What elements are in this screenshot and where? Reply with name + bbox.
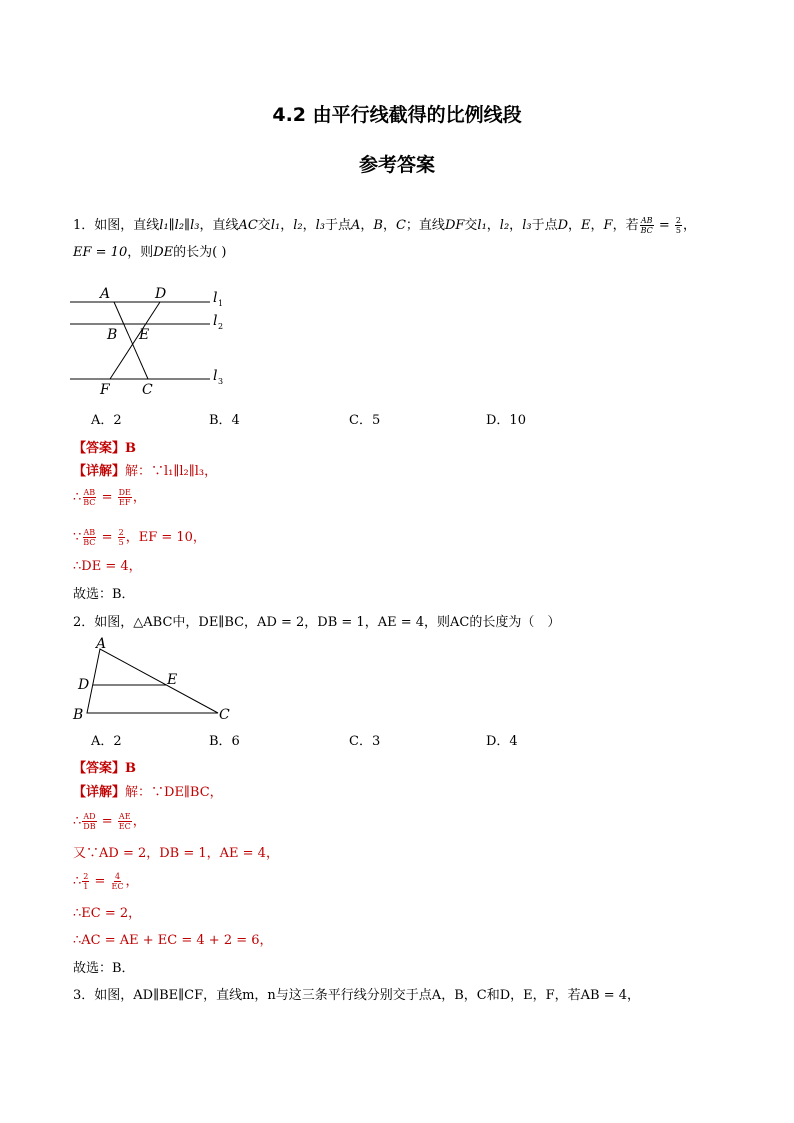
q1-detail-1: 【详解】解：∵l₁∥l₂∥l₃， (73, 464, 218, 479)
q2-option-d: D．4 (486, 734, 518, 749)
q2-detail-4: ∴ $\frac{2}{1}$ = $\frac{4}{EC}$ ， (73, 872, 139, 891)
q1-label-F: F (100, 382, 110, 398)
q1-detail-4: ∴DE = 4， (73, 559, 142, 574)
q1-option-b: B．4 (209, 413, 240, 428)
q2-figure (70, 637, 240, 725)
q1-label-D: D (155, 286, 167, 302)
q1-line-2: EF = 10，则DE的长为( ) (73, 245, 227, 260)
q2-option-c: C．3 (349, 734, 381, 749)
q2-detail-2: ∴ $\frac{AD}{DB}$ = $\frac{AE}{EC}$ ， (73, 812, 146, 831)
q1-figure (68, 282, 238, 398)
q1-detail-2: ∴ $\frac{AB}{BC}$ = $\frac{DE}{EF}$ ， (73, 488, 146, 507)
q1-detail-3: ∵ $\frac{AB}{BC}$ = $\frac{2}{5}$ ，EF = 10， (73, 528, 206, 547)
q1-detail-5: 故选：B． (73, 587, 135, 602)
q1-label-l2: l (213, 313, 218, 329)
q1-label-l2-sub: 2 (218, 322, 224, 331)
q2-label-E: E (167, 672, 178, 688)
q1-label-l3: l (213, 368, 218, 384)
q1-label-l3-sub: 3 (218, 377, 224, 386)
q1-label-E: E (139, 327, 150, 343)
q2-detail-3: 又∵AD = 2，DB = 1，AE = 4， (73, 846, 279, 861)
q2-label-A: A (96, 637, 107, 652)
q1-line-1: 1．如图，直线l₁∥l₂∥l₃，直线AC交l₁，l₂，l₃于点A，B，C；直线DF交l₁，l₂，l₃于点D，E，F，若 $\frac{AB}{BC}$ = $\frac{2}{5}$ ， (73, 216, 697, 235)
q1-answer: 【答案】B (73, 441, 136, 456)
q2-label-B: B (73, 707, 84, 723)
q2-detail-6: ∴AC = AE + EC = 4 + 2 = 6， (73, 933, 273, 948)
q2-label-D: D (78, 677, 90, 693)
q1-option-a: A．2 (91, 413, 122, 428)
q1-option-d: D．10 (486, 413, 526, 428)
q2-option-a: A．2 (91, 734, 122, 749)
q1-label-A: A (100, 286, 111, 302)
q2-answer: 【答案】B (73, 761, 136, 776)
q2-detail-1: 【详解】解：∵DE∥BC， (73, 785, 223, 800)
q2-label-C: C (219, 707, 230, 723)
q1-fraction-ab-bc: $\frac{AB}{BC}$ (640, 216, 653, 235)
q3-line-1: 3．如图，AD∥BE∥CF，直线m，n与这三条平行线分别交于点A，B，C和D，E，F，若AB = 4， (73, 988, 640, 1003)
page-subtitle: 参考答案 (358, 154, 435, 176)
q1-option-c: C．5 (349, 413, 381, 428)
q2-detail-7: 故选：B． (73, 961, 135, 976)
q1-label-B: B (107, 327, 118, 343)
page-title: 4.2 由平行线截得的比例线段 (272, 104, 522, 126)
q1-label-l1-sub: 1 (218, 299, 224, 308)
q2-line-1: 2．如图，△ABC中，DE∥BC，AD = 2，DB = 1，AE = 4，则AC的长度为（ ） (73, 615, 561, 630)
q1-label-l1: l (213, 290, 218, 306)
q2-option-b: B．6 (209, 734, 240, 749)
q1-label-C: C (142, 382, 153, 398)
q2-detail-5: ∴EC = 2， (73, 906, 142, 921)
